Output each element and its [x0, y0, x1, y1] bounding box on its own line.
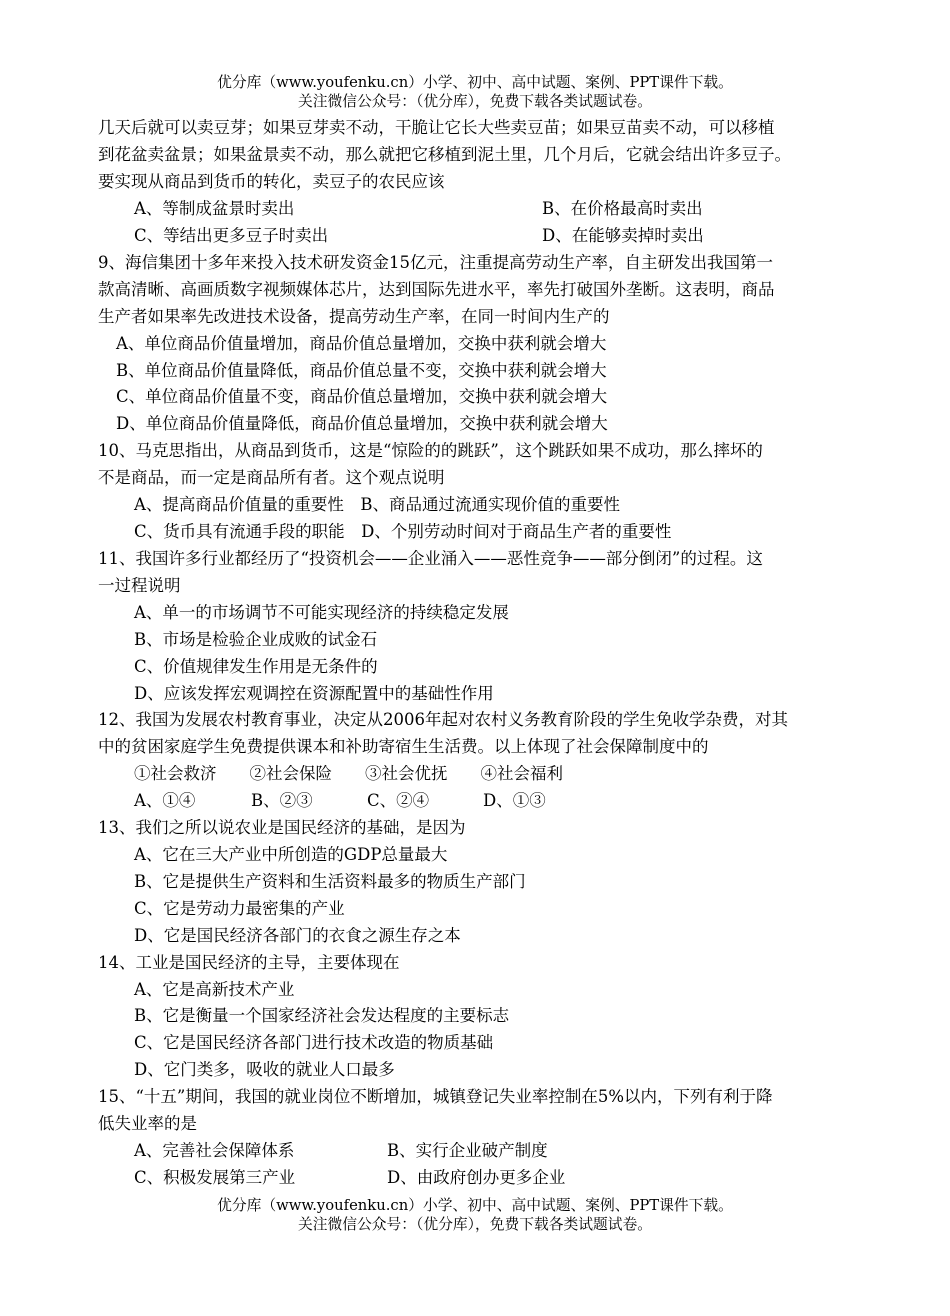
q12-stem-line-1: 12、我国为发展农村教育事业，决定从2006年起对农村义务教育阶段的学生免收学杂费，对其: [98, 710, 788, 729]
q11-stem-line-1: 11、我国许多行业都经历了“投资机会——企业涌入——恶性竞争——部分倒闭”的过程。这: [98, 549, 763, 568]
q10-stem-line-1: 10、马克思指出，从商品到货币，这是“惊险的的跳跃”，这个跳跃如果不成功，那么摔坏的: [98, 441, 763, 460]
q15-option-b: B、实行企业破产制度: [387, 1141, 548, 1160]
q9-option-d: D、单位商品价值量降低，商品价值总量增加，交换中获利就会增大: [116, 414, 608, 433]
q8-stem-line-1: 几天后就可以卖豆芽；如果豆芽卖不动，干脆让它长大些卖豆苗；如果豆苗卖不动，可以移植: [98, 118, 775, 137]
q8-option-a: A、等制成盆景时卖出: [134, 199, 295, 218]
q11-option-c: C、价值规律发生作用是无条件的: [134, 657, 378, 676]
q11-stem-line-2: 一过程说明: [98, 576, 181, 595]
q9-option-b: B、单位商品价值量降低，商品价值总量不变，交换中获利就会增大: [116, 361, 607, 380]
page-footer-line-2: 关注微信公众号：（优分库），免费下载各类试题试卷。: [298, 1216, 652, 1233]
q8-stem-line-3: 要实现从商品到货币的转化，卖豆子的农民应该: [98, 172, 445, 191]
q15-option-a: A、完善社会保障体系: [134, 1141, 295, 1160]
q8-option-b: B、在价格最高时卖出: [542, 199, 703, 218]
q9-stem-line-1: 9、海信集团十多年来投入技术研发资金15亿元，注重提高劳动生产率，自主研发出我国第一: [98, 253, 773, 272]
q14-option-c: C、它是国民经济各部门进行技术改造的物质基础: [134, 1033, 494, 1052]
q12-stem-line-2: 中的贫困家庭学生免费提供课本和补助寄宿生生活费。以上体现了社会保障制度中的: [98, 737, 709, 756]
page-header-line-1: 优分库（www.youfenku.cn）小学、初中、高中试题、案例、PPT课件下载。: [217, 74, 733, 91]
q15-stem-line-2: 低失业率的是: [98, 1114, 197, 1133]
q13-stem-line-1: 13、我们之所以说农业是国民经济的基础，是因为: [98, 818, 466, 837]
q9-option-a: A、单位商品价值量增加，商品价值总量增加，交换中获利就会增大: [116, 334, 607, 353]
q13-option-a: A、它在三大产业中所创造的GDP总量最大: [134, 845, 448, 864]
q11-option-d: D、应该发挥宏观调控在资源配置中的基础性作用: [134, 684, 494, 703]
q12-option-c: C、②④: [367, 791, 430, 810]
q10-options-ab: A、提高商品价值量的重要性 B、商品通过流通实现价值的重要性: [134, 495, 621, 514]
q12-option-b: B、②③: [251, 791, 313, 810]
q8-option-d: D、在能够卖掉时卖出: [542, 226, 704, 245]
page-footer-line-1: 优分库（www.youfenku.cn）小学、初中、高中试题、案例、PPT课件下载。: [217, 1197, 733, 1214]
q14-option-d: D、它门类多，吸收的就业人口最多: [134, 1060, 395, 1079]
q15-option-c: C、积极发展第三产业: [134, 1168, 296, 1187]
q14-option-a: A、它是高新技术产业: [134, 980, 295, 999]
q14-stem-line-1: 14、工业是国民经济的主导，主要体现在: [98, 953, 400, 972]
q8-stem-line-2: 到花盆卖盆景；如果盆景卖不动，那么就把它移植到泥土里，几个月后，它就会结出许多豆子。: [98, 145, 791, 164]
q11-option-b: B、市场是检验企业成败的试金石: [134, 630, 378, 649]
page-header-line-2: 关注微信公众号：（优分库），免费下载各类试题试卷。: [298, 93, 652, 110]
q11-option-a: A、单一的市场调节不可能实现经济的持续稳定发展: [134, 603, 509, 622]
q14-option-b: B、它是衡量一个国家经济社会发达程度的主要标志: [134, 1006, 510, 1025]
q9-stem-line-2: 款高清晰、高画质数字视频媒体芯片，达到国际先进水平，率先打破国外垄断。这表明，商品: [98, 280, 775, 299]
q10-stem-line-2: 不是商品，而一定是商品所有者。这个观点说明: [98, 468, 445, 487]
q15-option-d: D、由政府创办更多企业: [387, 1168, 566, 1187]
q12-option-a: A、①④: [134, 791, 196, 810]
q9-option-c: C、单位商品价值量不变，商品价值总量增加，交换中获利就会增大: [116, 387, 608, 406]
q13-option-b: B、它是提供生产资料和生活资料最多的物质生产部门: [134, 872, 526, 891]
q13-option-c: C、它是劳动力最密集的产业: [134, 899, 345, 918]
q10-options-cd: C、货币具有流通手段的职能 D、个别劳动时间对于商品生产者的重要性: [134, 522, 672, 541]
q12-option-d: D、①③: [483, 791, 546, 810]
q13-option-d: D、它是国民经济各部门的衣食之源生存之本: [134, 926, 461, 945]
q12-statement-items: ①社会救济 ②社会保险 ③社会优抚 ④社会福利: [134, 764, 563, 783]
q9-stem-line-3: 生产者如果率先改进技术设备，提高劳动生产率，在同一时间内生产的: [98, 307, 610, 326]
q8-option-c: C、等结出更多豆子时卖出: [134, 226, 329, 245]
q15-stem-line-1: 15、“十五”期间，我国的就业岗位不断增加，城镇登记失业率控制在5%以内，下列有利于降: [98, 1087, 773, 1106]
